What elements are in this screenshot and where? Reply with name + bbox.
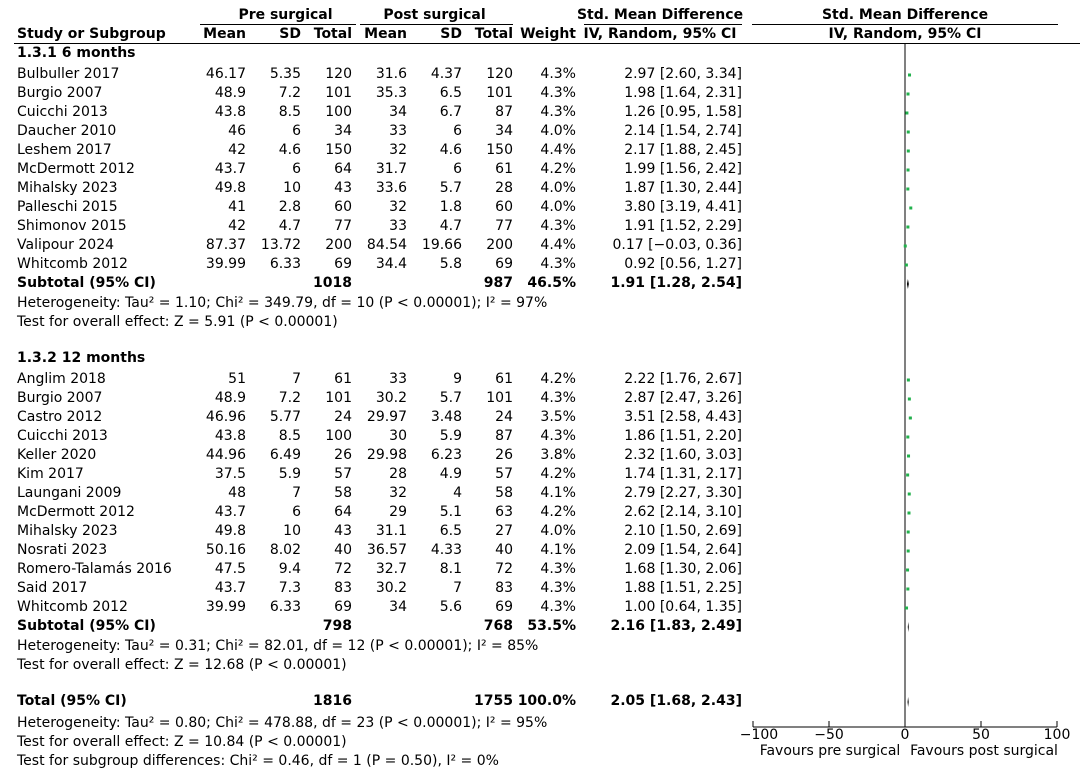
- subgroup-differences-text: Test for subgroup differences: Chi² = 0.46, df = 1 (P = 0.50), I² = 0%: [17, 753, 499, 769]
- sd-pre: 2.8: [278, 199, 301, 215]
- mean-pre: 87.37: [205, 237, 246, 253]
- sd-pre: 7.2: [278, 390, 301, 406]
- post-group-header: Post surgical: [383, 7, 486, 23]
- study-marker: [907, 150, 910, 153]
- sd-pre: 8.5: [278, 428, 301, 444]
- study-marker: [907, 131, 910, 134]
- smd-ci: 1.74 [1.31, 2.17]: [624, 466, 742, 482]
- weight: 4.3%: [540, 104, 576, 120]
- smd-group-header: Std. Mean Difference: [576, 7, 744, 23]
- total-post: 120: [486, 66, 513, 82]
- study-name: Burgio 2007: [17, 85, 103, 101]
- subgroup-title: 1.3.1 6 months: [17, 45, 136, 61]
- smd-ci: 0.92 [0.56, 1.27]: [624, 256, 742, 272]
- sd-post: 1.8: [439, 199, 462, 215]
- study-name: Bulbuller 2017: [17, 66, 120, 82]
- total-pre: 64: [334, 161, 352, 177]
- smd-ci: 1.00 [0.64, 1.35]: [624, 599, 742, 615]
- mean-post: 29.98: [366, 447, 407, 463]
- study-name: Mihalsky 2023: [17, 180, 118, 196]
- total-n-post: 1755: [474, 693, 513, 709]
- sd-post: 4.9: [439, 466, 462, 482]
- sd-post: 5.7: [439, 390, 462, 406]
- total-pre: 72: [334, 561, 352, 577]
- study-name: Castro 2012: [17, 409, 103, 425]
- mean-post: 34.4: [375, 256, 407, 272]
- x-tick-label: 100: [1043, 727, 1071, 743]
- weight: 4.1%: [540, 542, 576, 558]
- mean-post: 33: [389, 218, 407, 234]
- total-pre: 24: [334, 409, 352, 425]
- study-marker: [908, 493, 911, 496]
- x-tick-label: −100: [739, 727, 779, 743]
- total-post: 61: [495, 161, 513, 177]
- favours-left-label: Favours pre surgical: [759, 743, 901, 759]
- smd-plot-header: Std. Mean Difference: [821, 7, 989, 23]
- weight: 4.3%: [540, 561, 576, 577]
- subtotal-label: Subtotal (95% CI): [17, 618, 156, 634]
- study-name: Leshem 2017: [17, 142, 112, 158]
- smd-ci: 1.88 [1.51, 2.25]: [624, 580, 742, 596]
- mean-post: 31.6: [375, 66, 407, 82]
- total-pre: 43: [334, 180, 352, 196]
- x-tick-label: 50: [972, 727, 990, 743]
- total-pre: 101: [325, 85, 352, 101]
- mean-pre: 41: [228, 199, 246, 215]
- total-pre: 101: [325, 390, 352, 406]
- smd-ci: 3.51 [2.58, 4.43]: [624, 409, 742, 425]
- mean-pre: 43.7: [214, 580, 246, 596]
- study-name: Nosrati 2023: [17, 542, 108, 558]
- total-pre: 43: [334, 523, 352, 539]
- study-name: Cuicchi 2013: [17, 428, 108, 444]
- smd-ci: 2.32 [1.60, 3.03]: [624, 447, 742, 463]
- sd-pre: 10: [283, 523, 301, 539]
- sd-pre: 4.7: [278, 218, 301, 234]
- mean-pre: 42: [228, 218, 246, 234]
- weight: 4.3%: [540, 580, 576, 596]
- sd-pre: 5.9: [278, 466, 301, 482]
- favours-right-label: Favours post surgical: [910, 743, 1058, 759]
- weight: 4.2%: [540, 504, 576, 520]
- mean-post: 33: [389, 371, 407, 387]
- mean-pre: 42: [228, 142, 246, 158]
- mean-pre: 48.9: [214, 390, 246, 406]
- mean-post: 36.57: [366, 542, 407, 558]
- smd-ci: 2.79 [2.27, 3.30]: [624, 485, 742, 501]
- mean-post: 29: [389, 504, 407, 520]
- total-post: 150: [486, 142, 513, 158]
- total-label: Total (95% CI): [17, 693, 127, 709]
- col-weight: Weight: [520, 26, 576, 42]
- smd-ci: 1.98 [1.64, 2.31]: [624, 85, 742, 101]
- mean-post: 28: [389, 466, 407, 482]
- total-post: 26: [495, 447, 513, 463]
- sd-post: 6: [453, 161, 462, 177]
- col-method-plot: IV, Random, 95% CI: [828, 26, 982, 42]
- sd-post: 7: [453, 580, 462, 596]
- total-pre: 34: [334, 123, 352, 139]
- col-sd-post: SD: [440, 26, 462, 42]
- total-heterogeneity-text: Heterogeneity: Tau² = 0.80; Chi² = 478.88, df = 23 (P < 0.00001); I² = 95%: [17, 715, 548, 731]
- study-name: Kim 2017: [17, 466, 84, 482]
- mean-pre: 43.8: [214, 104, 246, 120]
- smd-ci: 2.22 [1.76, 2.67]: [624, 371, 742, 387]
- total-pre: 100: [325, 428, 352, 444]
- sd-pre: 7.2: [278, 85, 301, 101]
- sd-post: 5.9: [439, 428, 462, 444]
- mean-post: 31.1: [375, 523, 407, 539]
- total-post: 200: [486, 237, 513, 253]
- total-post: 61: [495, 371, 513, 387]
- col-sd-pre: SD: [279, 26, 301, 42]
- study-marker: [906, 436, 909, 439]
- sd-pre: 5.35: [269, 66, 301, 82]
- smd-ci: 2.87 [2.47, 3.26]: [624, 390, 742, 406]
- subtotal-weight: 53.5%: [527, 618, 576, 634]
- col-mean-pre: Mean: [203, 26, 246, 42]
- mean-post: 30.2: [375, 580, 407, 596]
- total-pre: 26: [334, 447, 352, 463]
- study-marker: [907, 169, 910, 172]
- col-total-post: Total: [474, 26, 513, 42]
- mean-pre: 51: [228, 371, 246, 387]
- weight: 4.3%: [540, 390, 576, 406]
- mean-post: 30.2: [375, 390, 407, 406]
- study-marker: [906, 588, 909, 591]
- subtotal-diamond: [907, 279, 909, 289]
- sd-pre: 8.5: [278, 104, 301, 120]
- subtotal-n-post: 768: [483, 618, 513, 634]
- smd-ci: 2.14 [1.54, 2.74]: [624, 123, 742, 139]
- study-name: Laungani 2009: [17, 485, 122, 501]
- weight: 4.3%: [540, 66, 576, 82]
- smd-ci: 2.17 [1.88, 2.45]: [624, 142, 742, 158]
- mean-pre: 39.99: [205, 599, 246, 615]
- sd-pre: 6: [292, 504, 301, 520]
- study-name: Burgio 2007: [17, 390, 103, 406]
- study-marker: [907, 550, 910, 553]
- sd-post: 4.7: [439, 218, 462, 234]
- total-pre: 60: [334, 199, 352, 215]
- total-pre: 61: [334, 371, 352, 387]
- total-overall-effect-text: Test for overall effect: Z = 10.84 (P < 0.00001): [17, 734, 347, 750]
- sd-post: 5.1: [439, 504, 462, 520]
- smd-ci: 1.91 [1.52, 2.29]: [624, 218, 742, 234]
- mean-pre: 39.99: [205, 256, 246, 272]
- study-name: Valipour 2024: [17, 237, 115, 253]
- subtotal-n-pre: 798: [322, 618, 352, 634]
- weight: 4.4%: [540, 237, 576, 253]
- smd-ci: 3.80 [3.19, 4.41]: [624, 199, 742, 215]
- mean-pre: 48.9: [214, 85, 246, 101]
- weight: 3.8%: [540, 447, 576, 463]
- mean-pre: 49.8: [214, 180, 246, 196]
- mean-post: 35.3: [375, 85, 407, 101]
- sd-pre: 8.02: [269, 542, 301, 558]
- col-total-pre: Total: [313, 26, 352, 42]
- sd-post: 9: [453, 371, 462, 387]
- subtotal-ci: 1.91 [1.28, 2.54]: [610, 275, 742, 291]
- weight: 3.5%: [540, 409, 576, 425]
- weight: 4.1%: [540, 485, 576, 501]
- total-post: 69: [495, 599, 513, 615]
- subtotal-n-pre: 1018: [313, 275, 352, 291]
- sd-pre: 9.4: [278, 561, 301, 577]
- mean-pre: 44.96: [205, 447, 246, 463]
- total-diamond: [908, 697, 909, 707]
- mean-pre: 46.96: [205, 409, 246, 425]
- col-method: IV, Random, 95% CI: [583, 26, 737, 42]
- study-name: Daucher 2010: [17, 123, 117, 139]
- study-name: Romero-Talamás 2016: [17, 561, 172, 577]
- weight: 4.3%: [540, 85, 576, 101]
- total-pre: 150: [325, 142, 352, 158]
- sd-post: 4.37: [430, 66, 462, 82]
- total-post: 77: [495, 218, 513, 234]
- sd-post: 5.6: [439, 599, 462, 615]
- mean-post: 32: [389, 485, 407, 501]
- subtotal-label: Subtotal (95% CI): [17, 275, 156, 291]
- study-marker: [904, 245, 907, 248]
- smd-ci: 2.09 [1.54, 2.64]: [624, 542, 742, 558]
- mean-pre: 48: [228, 485, 246, 501]
- study-name: Keller 2020: [17, 447, 97, 463]
- study-marker: [905, 607, 908, 610]
- total-post: 101: [486, 85, 513, 101]
- total-post: 57: [495, 466, 513, 482]
- smd-ci: 0.17 [−0.03, 0.36]: [612, 237, 742, 253]
- study-marker: [905, 264, 908, 267]
- total-post: 34: [495, 123, 513, 139]
- sd-pre: 6.49: [269, 447, 301, 463]
- total-post: 83: [495, 580, 513, 596]
- subtotal-n-post: 987: [483, 275, 513, 291]
- sd-pre: 6: [292, 161, 301, 177]
- mean-post: 34: [389, 599, 407, 615]
- study-name: Anglim 2018: [17, 371, 106, 387]
- study-marker: [906, 474, 909, 477]
- mean-post: 33.6: [375, 180, 407, 196]
- heterogeneity-text: Heterogeneity: Tau² = 0.31; Chi² = 82.01, df = 12 (P < 0.00001); I² = 85%: [17, 638, 539, 654]
- sd-pre: 7: [292, 371, 301, 387]
- x-tick-label: 0: [900, 727, 910, 743]
- smd-ci: 2.97 [2.60, 3.34]: [624, 66, 742, 82]
- study-marker: [907, 455, 910, 458]
- sd-pre: 6.33: [269, 256, 301, 272]
- sd-post: 4.6: [439, 142, 462, 158]
- total-pre: 69: [334, 599, 352, 615]
- sd-pre: 4.6: [278, 142, 301, 158]
- total-ci: 2.05 [1.68, 2.43]: [610, 693, 742, 709]
- sd-post: 3.48: [430, 409, 462, 425]
- total-post: 87: [495, 104, 513, 120]
- mean-post: 32: [389, 199, 407, 215]
- smd-ci: 2.10 [1.50, 2.69]: [624, 523, 742, 539]
- mean-pre: 43.7: [214, 504, 246, 520]
- study-marker: [909, 207, 912, 210]
- total-pre: 100: [325, 104, 352, 120]
- mean-post: 84.54: [366, 237, 407, 253]
- total-pre: 58: [334, 485, 352, 501]
- study-marker: [906, 188, 909, 191]
- weight: 4.0%: [540, 123, 576, 139]
- sd-post: 5.8: [439, 256, 462, 272]
- total-post: 40: [495, 542, 513, 558]
- mean-post: 31.7: [375, 161, 407, 177]
- total-post: 24: [495, 409, 513, 425]
- col-mean-post: Mean: [364, 26, 407, 42]
- total-pre: 40: [334, 542, 352, 558]
- sd-post: 4.33: [430, 542, 462, 558]
- sd-post: 6.5: [439, 523, 462, 539]
- pre-group-header: Pre surgical: [238, 7, 333, 23]
- study-marker: [906, 226, 909, 229]
- total-pre: 200: [325, 237, 352, 253]
- sd-post: 6.5: [439, 85, 462, 101]
- sd-pre: 7.3: [278, 580, 301, 596]
- study-name: McDermott 2012: [17, 161, 135, 177]
- mean-pre: 37.5: [214, 466, 246, 482]
- mean-post: 32.7: [375, 561, 407, 577]
- study-marker: [908, 74, 911, 77]
- study-marker: [907, 531, 910, 534]
- subgroup-title: 1.3.2 12 months: [17, 350, 146, 366]
- total-weight: 100.0%: [517, 693, 576, 709]
- smd-ci: 1.68 [1.30, 2.06]: [624, 561, 742, 577]
- study-name: Palleschi 2015: [17, 199, 118, 215]
- sd-pre: 6.33: [269, 599, 301, 615]
- study-name: Cuicchi 2013: [17, 104, 108, 120]
- mean-post: 34: [389, 104, 407, 120]
- weight: 4.3%: [540, 599, 576, 615]
- study-marker: [909, 417, 912, 420]
- study-name: Whitcomb 2012: [17, 599, 128, 615]
- study-name: McDermott 2012: [17, 504, 135, 520]
- weight: 4.3%: [540, 256, 576, 272]
- mean-pre: 49.8: [214, 523, 246, 539]
- smd-ci: 2.62 [2.14, 3.10]: [624, 504, 742, 520]
- total-post: 87: [495, 428, 513, 444]
- mean-post: 29.97: [366, 409, 407, 425]
- total-post: 58: [495, 485, 513, 501]
- mean-post: 33: [389, 123, 407, 139]
- study-column-header: Study or Subgroup: [17, 26, 166, 42]
- total-pre: 120: [325, 66, 352, 82]
- study-marker: [907, 93, 910, 96]
- total-pre: 57: [334, 466, 352, 482]
- study-marker: [905, 112, 908, 115]
- overall-effect-text: Test for overall effect: Z = 5.91 (P < 0.00001): [17, 314, 338, 330]
- weight: 4.4%: [540, 142, 576, 158]
- mean-pre: 47.5: [214, 561, 246, 577]
- weight: 4.0%: [540, 180, 576, 196]
- total-post: 60: [495, 199, 513, 215]
- weight: 4.2%: [540, 161, 576, 177]
- sd-pre: 7: [292, 485, 301, 501]
- sd-post: 6.7: [439, 104, 462, 120]
- weight: 4.2%: [540, 371, 576, 387]
- total-pre: 83: [334, 580, 352, 596]
- sd-post: 8.1: [439, 561, 462, 577]
- weight: 4.3%: [540, 428, 576, 444]
- subtotal-weight: 46.5%: [527, 275, 576, 291]
- study-name: Shimonov 2015: [17, 218, 127, 234]
- mean-pre: 50.16: [205, 542, 246, 558]
- sd-post: 6.23: [430, 447, 462, 463]
- total-pre: 69: [334, 256, 352, 272]
- mean-post: 32: [389, 142, 407, 158]
- sd-post: 4: [453, 485, 462, 501]
- total-post: 28: [495, 180, 513, 196]
- total-post: 69: [495, 256, 513, 272]
- sd-post: 6: [453, 123, 462, 139]
- subtotal-ci: 2.16 [1.83, 2.49]: [610, 618, 742, 634]
- sd-pre: 10: [283, 180, 301, 196]
- overall-effect-text: Test for overall effect: Z = 12.68 (P < 0.00001): [17, 657, 347, 673]
- weight: 4.0%: [540, 199, 576, 215]
- weight: 4.2%: [540, 466, 576, 482]
- mean-pre: 46.17: [205, 66, 246, 82]
- mean-post: 30: [389, 428, 407, 444]
- mean-pre: 43.8: [214, 428, 246, 444]
- study-marker: [908, 398, 911, 401]
- weight: 4.3%: [540, 218, 576, 234]
- sd-pre: 5.77: [269, 409, 301, 425]
- subtotal-diamond: [908, 622, 909, 632]
- sd-post: 5.7: [439, 180, 462, 196]
- mean-pre: 43.7: [214, 161, 246, 177]
- total-post: 101: [486, 390, 513, 406]
- smd-ci: 1.26 [0.95, 1.58]: [624, 104, 742, 120]
- study-marker: [906, 569, 909, 572]
- study-name: Said 2017: [17, 580, 88, 596]
- total-post: 63: [495, 504, 513, 520]
- study-name: Whitcomb 2012: [17, 256, 128, 272]
- study-name: Mihalsky 2023: [17, 523, 118, 539]
- smd-ci: 1.99 [1.56, 2.42]: [624, 161, 742, 177]
- sd-post: 19.66: [421, 237, 462, 253]
- sd-pre: 6: [292, 123, 301, 139]
- total-pre: 77: [334, 218, 352, 234]
- study-marker: [907, 379, 910, 382]
- mean-pre: 46: [228, 123, 246, 139]
- total-post: 27: [495, 523, 513, 539]
- sd-pre: 13.72: [260, 237, 301, 253]
- total-post: 72: [495, 561, 513, 577]
- total-n-pre: 1816: [313, 693, 352, 709]
- heterogeneity-text: Heterogeneity: Tau² = 1.10; Chi² = 349.79, df = 10 (P < 0.00001); I² = 97%: [17, 295, 548, 311]
- x-tick-label: −50: [814, 727, 844, 743]
- smd-ci: 1.86 [1.51, 2.20]: [624, 428, 742, 444]
- study-marker: [907, 512, 910, 515]
- smd-ci: 1.87 [1.30, 2.44]: [624, 180, 742, 196]
- total-pre: 64: [334, 504, 352, 520]
- weight: 4.0%: [540, 523, 576, 539]
